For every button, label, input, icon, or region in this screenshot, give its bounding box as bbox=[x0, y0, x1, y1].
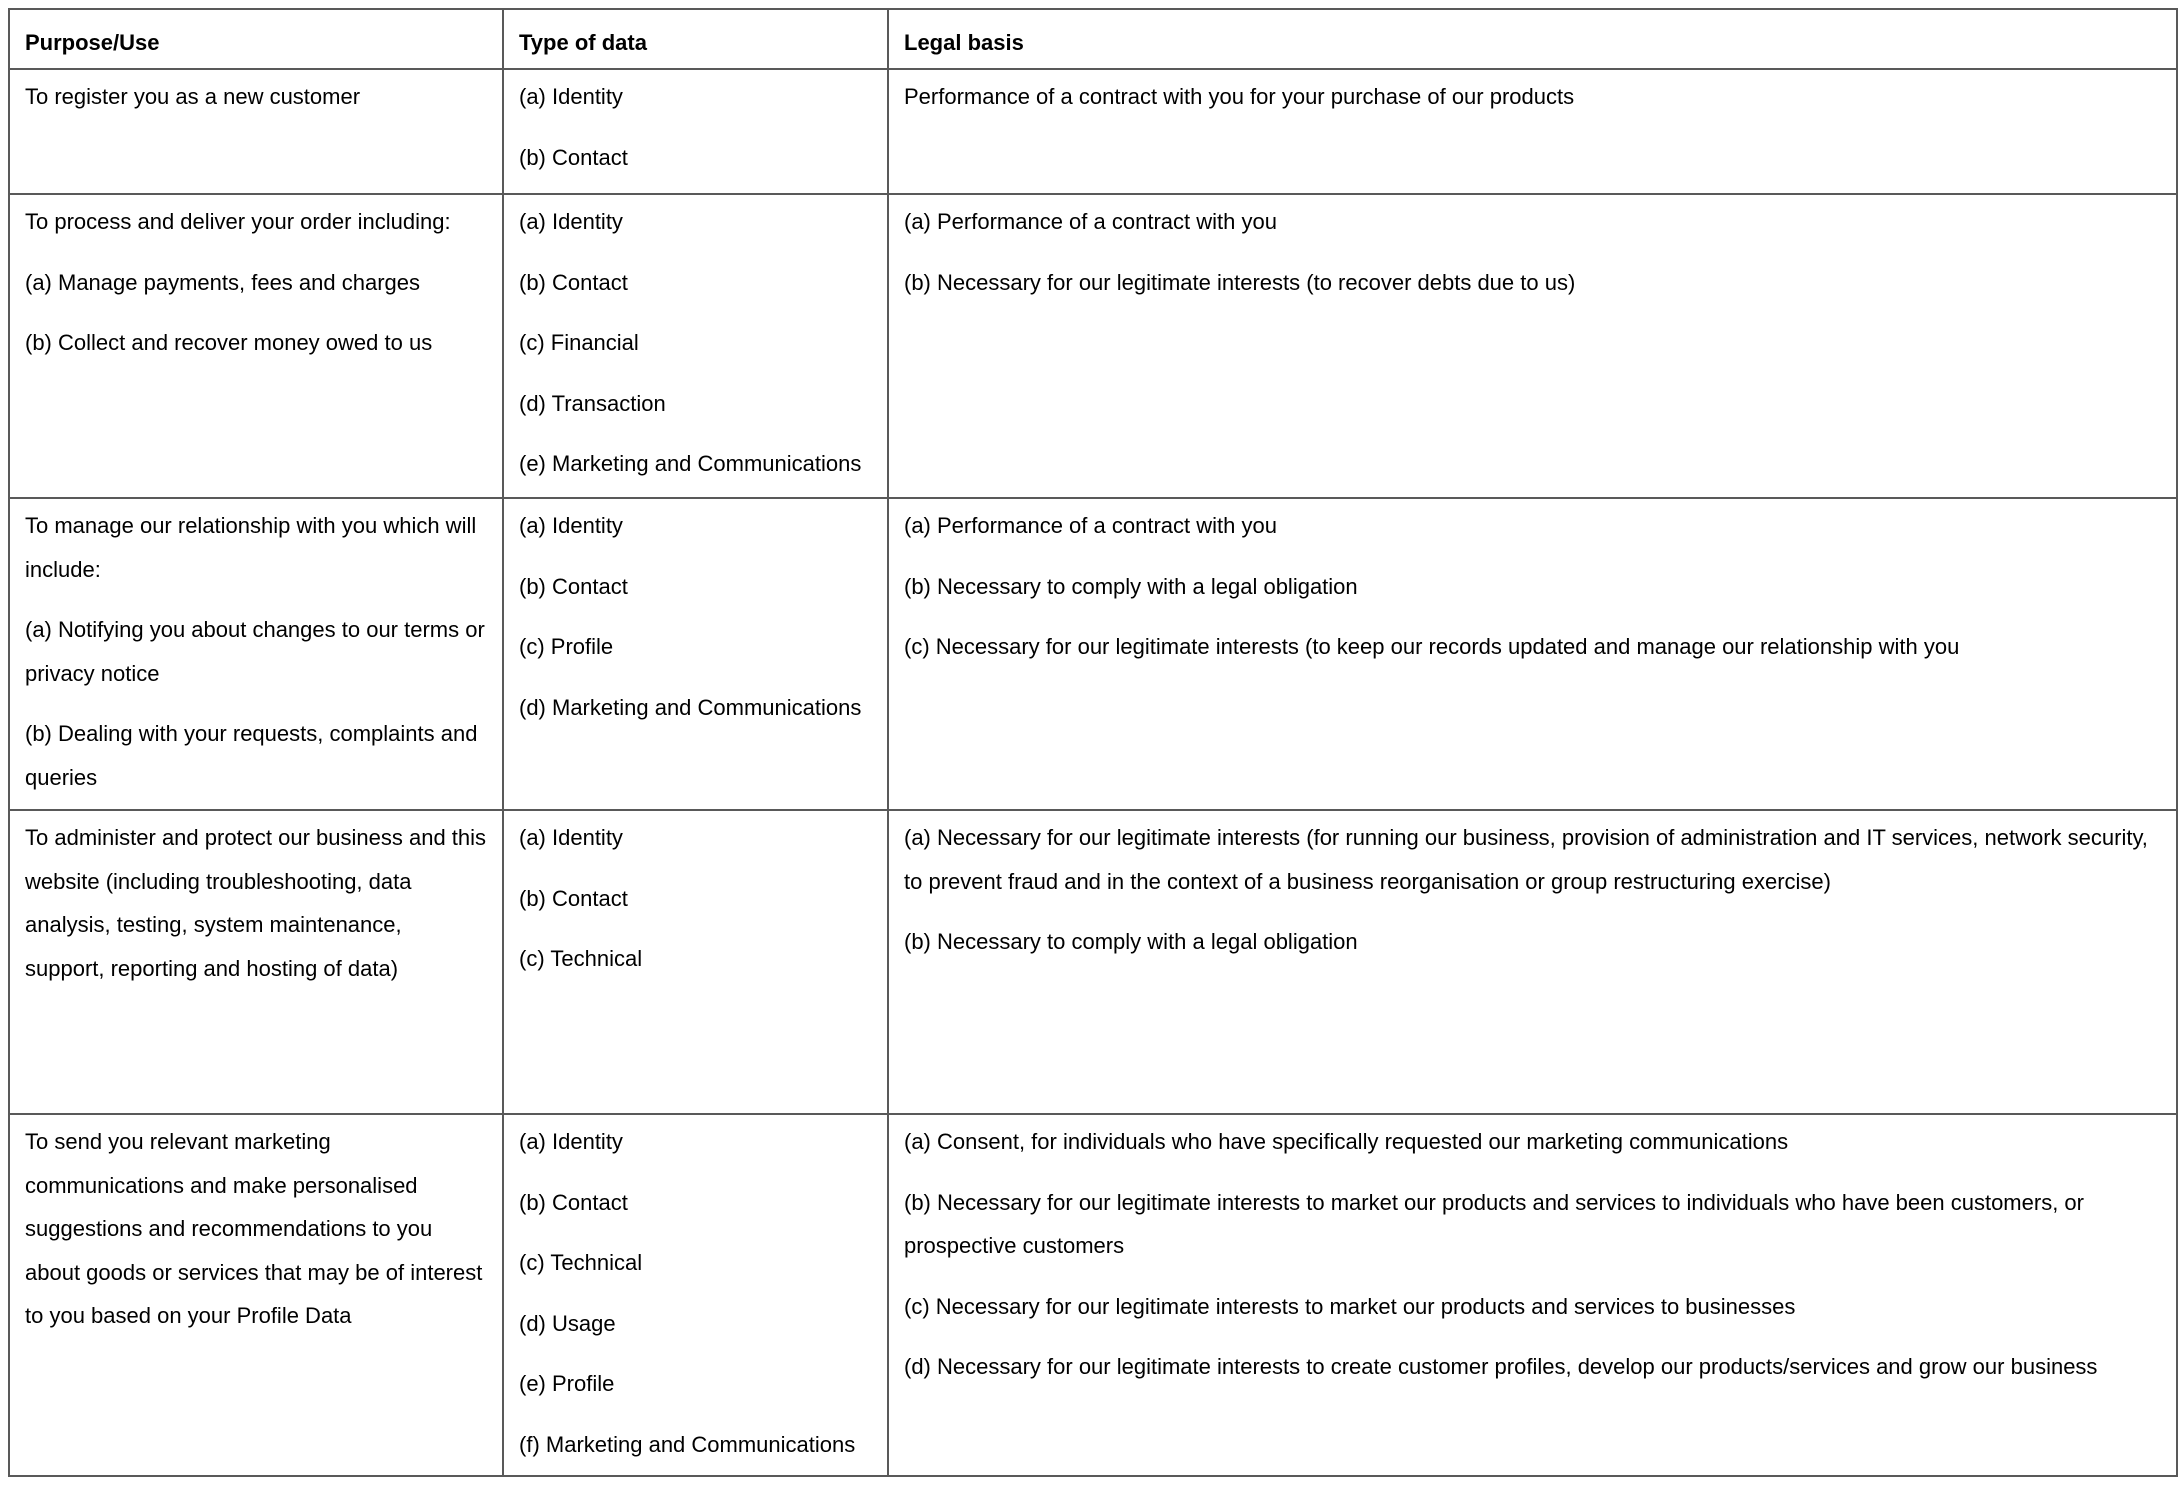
basis-item: (c) Necessary for our legitimate interests (to keep our records updated and manage our relationship with you bbox=[904, 634, 1960, 659]
table-row bbox=[9, 498, 2177, 810]
purpose-text: To send you relevant marketing communications and make personalised suggestions and recommendations to you about goods or services that may be of interest to you based on your Profile Data bbox=[25, 1129, 483, 1328]
purpose-cell bbox=[9, 810, 503, 1114]
type-item: (c) Technical bbox=[519, 946, 643, 971]
purpose-text: (b) Dealing with your requests, complaints and queries bbox=[25, 721, 478, 790]
purpose-text: (a) Notifying you about changes to our terms or privacy notice bbox=[25, 617, 485, 686]
type-cell bbox=[503, 810, 888, 1114]
type-item: (c) Financial bbox=[519, 330, 639, 355]
basis-item: (a) Consent, for individuals who have specifically requested our marketing communications bbox=[904, 1129, 1789, 1154]
type-item: (b) Contact bbox=[519, 573, 628, 599]
type-item: (c) Technical bbox=[519, 1250, 643, 1275]
type-cell bbox=[503, 194, 888, 498]
type-item: (b) Contact bbox=[519, 1189, 628, 1215]
type-item: (c) Profile bbox=[519, 634, 614, 659]
basis-item: (a) Necessary for our legitimate interests (for running our business, provision of administration and IT services, network security, to prevent fraud and in the context of a business reorganisation or group restructuring exercise) bbox=[904, 825, 2148, 894]
purpose-text: To administer and protect our business and this website (including troubleshooting, data analysis, testing, system maintenance, support, reporting and hosting of data) bbox=[25, 825, 487, 981]
table-row bbox=[9, 69, 2177, 194]
table-row bbox=[9, 1114, 2177, 1476]
purpose-cell bbox=[9, 194, 503, 498]
basis-cell bbox=[888, 194, 2177, 498]
type-item: (d) Usage bbox=[519, 1310, 616, 1336]
type-item: (b) Contact bbox=[519, 144, 628, 170]
type-item: (a) Identity bbox=[519, 209, 623, 234]
type-item: (b) Contact bbox=[519, 269, 628, 295]
basis-item: Performance of a contract with you for your purchase of our products bbox=[904, 84, 1575, 109]
type-item: (d) Marketing and Communications bbox=[519, 694, 862, 720]
basis-cell bbox=[888, 1114, 2177, 1476]
basis-item: (b) Necessary for our legitimate interests to market our products and services to individuals who have been customers, or prospective customers bbox=[904, 1189, 2084, 1258]
type-item: (b) Contact bbox=[519, 885, 628, 911]
type-item: (f) Marketing and Communications bbox=[519, 1431, 856, 1457]
basis-item: (b) Necessary to comply with a legal obligation bbox=[904, 929, 1358, 954]
basis-item: (a) Performance of a contract with you bbox=[904, 513, 1277, 538]
basis-cell bbox=[888, 498, 2177, 810]
basis-item: (b) Necessary to comply with a legal obligation bbox=[904, 573, 1358, 599]
legal-basis-table bbox=[8, 8, 2178, 1477]
basis-item: (a) Performance of a contract with you bbox=[904, 209, 1277, 234]
purpose-cell bbox=[9, 1114, 503, 1476]
type-item: (d) Transaction bbox=[519, 390, 666, 416]
basis-cell bbox=[888, 69, 2177, 194]
basis-cell bbox=[888, 810, 2177, 1114]
purpose-text: (b) Collect and recover money owed to us bbox=[25, 330, 433, 355]
type-item: (a) Identity bbox=[519, 84, 623, 109]
header-legal-basis: Legal basis bbox=[888, 9, 2177, 69]
header-type-of-data: Type of data bbox=[503, 9, 888, 69]
type-cell bbox=[503, 1114, 888, 1476]
type-cell bbox=[503, 498, 888, 810]
type-cell bbox=[503, 69, 888, 194]
purpose-text: To register you as a new customer bbox=[25, 84, 361, 109]
table-row bbox=[9, 194, 2177, 498]
purpose-cell bbox=[9, 69, 503, 194]
basis-item: (b) Necessary for our legitimate interests (to recover debts due to us) bbox=[904, 269, 1576, 295]
type-item: (a) Identity bbox=[519, 513, 623, 538]
basis-item: (c) Necessary for our legitimate interests to market our products and services to businesses bbox=[904, 1293, 1796, 1319]
table-header-row bbox=[9, 9, 2177, 69]
type-item: (e) Marketing and Communications bbox=[519, 451, 862, 476]
type-item: (a) Identity bbox=[519, 825, 623, 850]
purpose-text: To process and deliver your order including: bbox=[25, 209, 451, 234]
purpose-text: (a) Manage payments, fees and charges bbox=[25, 269, 421, 295]
basis-item: (d) Necessary for our legitimate interests to create customer profiles, develop our products/services and grow our business bbox=[904, 1354, 2098, 1379]
purpose-cell bbox=[9, 498, 503, 810]
purpose-text: To manage our relationship with you which will include: bbox=[25, 513, 477, 582]
type-item: (e) Profile bbox=[519, 1371, 615, 1396]
table-row bbox=[9, 810, 2177, 1114]
type-item: (a) Identity bbox=[519, 1129, 623, 1154]
header-purpose: Purpose/Use bbox=[9, 9, 503, 69]
